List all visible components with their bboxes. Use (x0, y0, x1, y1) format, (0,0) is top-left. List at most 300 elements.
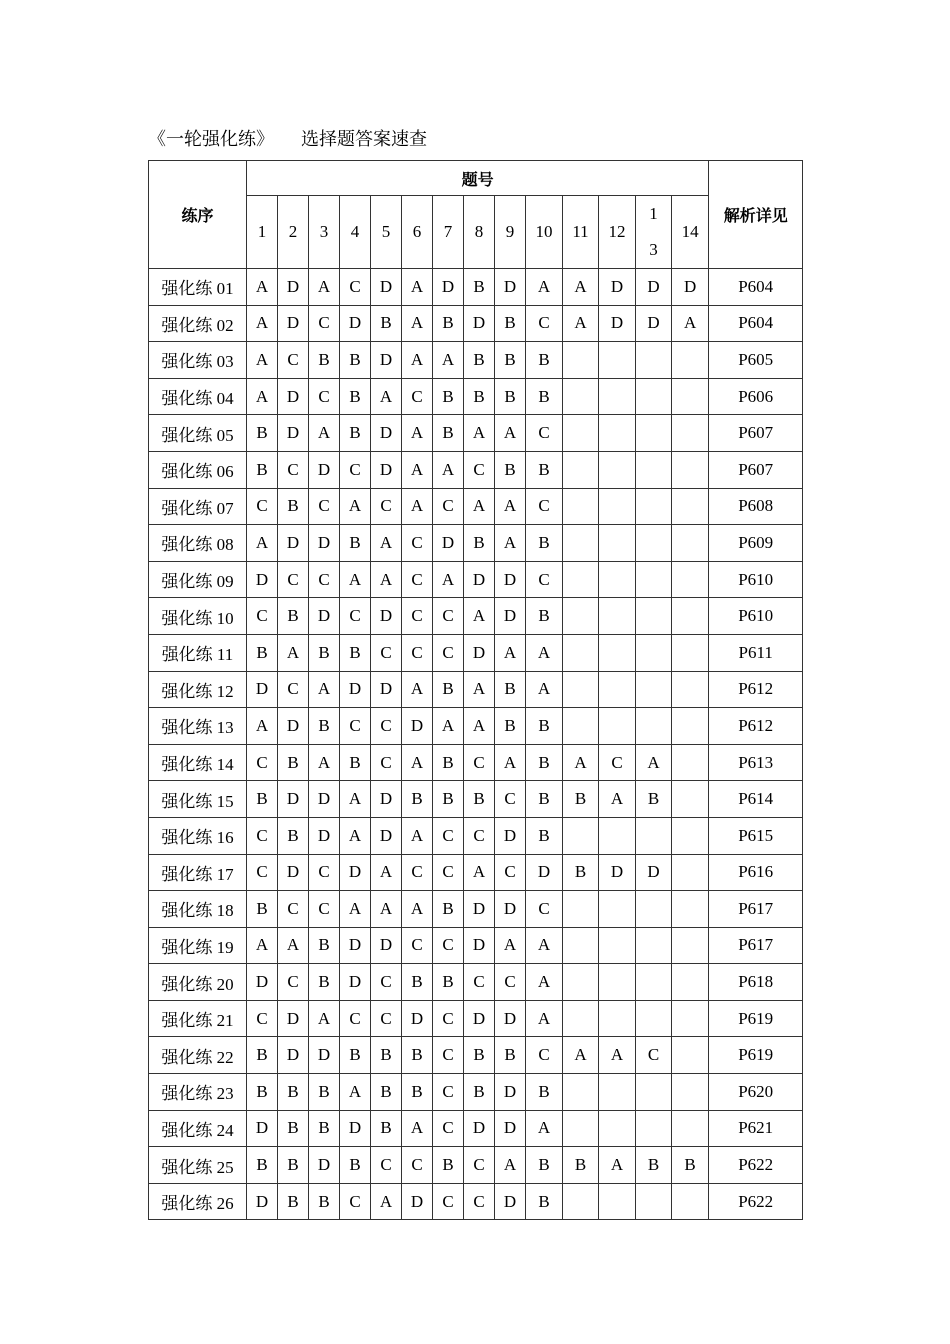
table-row (149, 817, 803, 854)
answer-cell: A (672, 305, 709, 342)
answer-cell: B (371, 305, 402, 342)
analysis-page: P612 (709, 708, 803, 745)
answer-cell: D (526, 854, 563, 891)
answer-cell: C (402, 561, 433, 598)
answer-cell: D (599, 305, 636, 342)
answer-cell (599, 561, 636, 598)
answer-cell: C (526, 415, 563, 452)
answer-cell (563, 964, 599, 1001)
table-row (149, 1147, 803, 1184)
answer-cell (672, 1183, 709, 1220)
answer-cell: C (278, 451, 309, 488)
table-row (149, 708, 803, 745)
answer-cell: B (526, 708, 563, 745)
answer-cell: A (464, 598, 495, 635)
header-sequence: 练序 (149, 161, 247, 269)
answer-cell: D (495, 1110, 526, 1147)
answer-cell: B (526, 342, 563, 379)
answer-cell: C (309, 561, 340, 598)
answer-cell (672, 781, 709, 818)
row-sequence: 强化练 11 (149, 634, 247, 671)
answer-cell (563, 634, 599, 671)
answer-cell: B (309, 1183, 340, 1220)
question-number-13: 1 3 (636, 196, 672, 269)
answer-cell: C (495, 854, 526, 891)
answer-cell: A (309, 1000, 340, 1037)
answer-cell (636, 525, 672, 562)
row-sequence: 强化练 13 (149, 708, 247, 745)
answer-cell (599, 488, 636, 525)
answer-cell: B (495, 305, 526, 342)
row-sequence: 强化练 23 (149, 1074, 247, 1111)
answer-cell: D (599, 269, 636, 306)
answer-cell: C (340, 1000, 371, 1037)
answer-cell: A (495, 488, 526, 525)
answer-cell: B (371, 1110, 402, 1147)
question-number-5: 5 (371, 196, 402, 269)
answer-cell: A (563, 1037, 599, 1074)
answer-cell: D (278, 305, 309, 342)
answer-cell: C (309, 305, 340, 342)
answer-cell: D (495, 817, 526, 854)
table-row (149, 561, 803, 598)
answer-cell: D (278, 1000, 309, 1037)
table-row (149, 598, 803, 635)
answer-cell: C (309, 378, 340, 415)
table-row (149, 1183, 803, 1220)
analysis-page: P622 (709, 1183, 803, 1220)
answer-cell: B (563, 854, 599, 891)
answer-cell: D (371, 817, 402, 854)
answer-cell (599, 964, 636, 1001)
answer-cell (672, 1037, 709, 1074)
answer-cell: A (563, 744, 599, 781)
answer-cell: B (402, 1074, 433, 1111)
answer-cell: D (340, 1110, 371, 1147)
question-number-7: 7 (433, 196, 464, 269)
header-question-number: 题号 (247, 161, 709, 196)
answer-cell (672, 525, 709, 562)
answer-cell: A (247, 342, 278, 379)
answer-cell (672, 1074, 709, 1111)
row-sequence: 强化练 25 (149, 1147, 247, 1184)
answer-cell: A (526, 1110, 563, 1147)
answer-cell: D (371, 671, 402, 708)
answer-cell: B (433, 671, 464, 708)
answer-cell: A (371, 854, 402, 891)
answer-cell: D (309, 1037, 340, 1074)
answer-cell: B (340, 634, 371, 671)
answer-cell: B (309, 927, 340, 964)
answer-cell: B (309, 1074, 340, 1111)
table-row (149, 1037, 803, 1074)
answer-cell (599, 1000, 636, 1037)
table-row (149, 854, 803, 891)
answer-cell (599, 817, 636, 854)
answer-cell: A (433, 342, 464, 379)
analysis-page: P620 (709, 1074, 803, 1111)
question-number-1: 1 (247, 196, 278, 269)
answer-cell: D (309, 1147, 340, 1184)
answer-cell: A (371, 1183, 402, 1220)
answer-cell: A (340, 817, 371, 854)
answer-cell (672, 817, 709, 854)
answer-cell: B (247, 1074, 278, 1111)
answer-cell: C (278, 671, 309, 708)
answer-cell: B (433, 891, 464, 928)
answer-cell: A (402, 451, 433, 488)
answer-cell: A (278, 927, 309, 964)
row-sequence: 强化练 26 (149, 1183, 247, 1220)
answer-cell: C (309, 488, 340, 525)
answer-cell: A (340, 781, 371, 818)
answer-cell: C (433, 1183, 464, 1220)
row-sequence: 强化练 16 (149, 817, 247, 854)
answer-cell: A (495, 525, 526, 562)
answer-cell: D (340, 927, 371, 964)
answer-cell: B (464, 342, 495, 379)
answer-cell (563, 1110, 599, 1147)
answer-cell: D (495, 891, 526, 928)
row-sequence: 强化练 07 (149, 488, 247, 525)
answer-cell: D (340, 854, 371, 891)
answer-cell: C (495, 964, 526, 1001)
answer-cell: B (636, 781, 672, 818)
table-row (149, 634, 803, 671)
answer-cell: D (340, 305, 371, 342)
answer-table (148, 160, 803, 1220)
analysis-page: P604 (709, 269, 803, 306)
answer-cell: A (636, 744, 672, 781)
answer-cell: D (495, 269, 526, 306)
row-sequence: 强化练 24 (149, 1110, 247, 1147)
question-number-9: 9 (495, 196, 526, 269)
answer-cell: C (599, 744, 636, 781)
answer-cell: A (340, 561, 371, 598)
answer-cell: A (402, 817, 433, 854)
answer-cell: A (563, 269, 599, 306)
answer-cell: A (309, 671, 340, 708)
answer-cell: A (278, 634, 309, 671)
answer-cell: C (495, 781, 526, 818)
answer-cell (563, 671, 599, 708)
answer-cell: C (371, 964, 402, 1001)
answer-cell: D (247, 1183, 278, 1220)
answer-cell: B (247, 1037, 278, 1074)
analysis-page: P607 (709, 415, 803, 452)
answer-cell: A (247, 927, 278, 964)
answer-cell: A (433, 708, 464, 745)
answer-cell (672, 598, 709, 635)
answer-cell: B (278, 744, 309, 781)
answer-cell: B (433, 964, 464, 1001)
answer-cell: C (247, 1000, 278, 1037)
row-sequence: 强化练 10 (149, 598, 247, 635)
answer-cell: A (371, 561, 402, 598)
answer-cell: A (309, 269, 340, 306)
question-number-10: 10 (526, 196, 563, 269)
answer-cell: B (464, 378, 495, 415)
answer-cell (563, 598, 599, 635)
answer-cell: A (402, 488, 433, 525)
answer-cell: A (464, 488, 495, 525)
row-sequence: 强化练 15 (149, 781, 247, 818)
answer-cell: C (247, 488, 278, 525)
answer-cell (599, 525, 636, 562)
table-row (149, 1074, 803, 1111)
answer-cell: C (433, 1074, 464, 1111)
analysis-page: P604 (709, 305, 803, 342)
answer-cell (672, 415, 709, 452)
answer-cell (563, 708, 599, 745)
question-number-12: 12 (599, 196, 636, 269)
analysis-page: P613 (709, 744, 803, 781)
analysis-page: P606 (709, 378, 803, 415)
answer-cell: B (563, 1147, 599, 1184)
analysis-page: P618 (709, 964, 803, 1001)
answer-cell: B (495, 451, 526, 488)
answer-cell: A (309, 415, 340, 452)
answer-cell (599, 415, 636, 452)
answer-cell: A (402, 1110, 433, 1147)
answer-cell (672, 671, 709, 708)
answer-cell: C (340, 1183, 371, 1220)
answer-cell: B (495, 671, 526, 708)
row-sequence: 强化练 22 (149, 1037, 247, 1074)
row-sequence: 强化练 14 (149, 744, 247, 781)
answer-cell (563, 817, 599, 854)
row-sequence: 强化练 21 (149, 1000, 247, 1037)
answer-cell: D (672, 269, 709, 306)
answer-cell: C (340, 451, 371, 488)
answer-cell: D (495, 598, 526, 635)
answer-cell: B (464, 269, 495, 306)
answer-cell: B (309, 342, 340, 379)
table-row (149, 1110, 803, 1147)
answer-cell: B (340, 1147, 371, 1184)
answer-cell: A (599, 781, 636, 818)
answer-cell: A (526, 1000, 563, 1037)
answer-cell: C (433, 927, 464, 964)
question-number-3: 3 (309, 196, 340, 269)
table-row (149, 671, 803, 708)
answer-cell: B (526, 598, 563, 635)
answer-cell: B (495, 342, 526, 379)
answer-cell: C (464, 817, 495, 854)
question-number-14: 14 (672, 196, 709, 269)
answer-cell (563, 378, 599, 415)
answer-cell: C (371, 1147, 402, 1184)
answer-cell (599, 708, 636, 745)
answer-cell: B (309, 634, 340, 671)
answer-cell: A (402, 744, 433, 781)
answer-cell (672, 634, 709, 671)
answer-cell: D (402, 708, 433, 745)
answer-cell: A (247, 378, 278, 415)
answer-cell (636, 927, 672, 964)
answer-cell (563, 1074, 599, 1111)
table-row (149, 525, 803, 562)
answer-cell: D (278, 708, 309, 745)
answer-cell: D (309, 451, 340, 488)
answer-cell: A (599, 1037, 636, 1074)
answer-cell: C (371, 1000, 402, 1037)
answer-cell: A (433, 451, 464, 488)
answer-cell: B (433, 1147, 464, 1184)
answer-cell: D (433, 525, 464, 562)
answer-cell (599, 1183, 636, 1220)
answer-cell: C (526, 1037, 563, 1074)
answer-cell: D (464, 305, 495, 342)
answer-cell: C (371, 488, 402, 525)
answer-cell: D (340, 964, 371, 1001)
answer-cell: B (247, 415, 278, 452)
answer-cell: C (340, 269, 371, 306)
answer-cell: C (464, 1147, 495, 1184)
answer-cell: C (402, 378, 433, 415)
question-number-8: 8 (464, 196, 495, 269)
answer-cell (672, 927, 709, 964)
analysis-page: P621 (709, 1110, 803, 1147)
answer-cell: B (526, 1074, 563, 1111)
answer-cell: D (371, 415, 402, 452)
answer-cell: C (526, 561, 563, 598)
answer-cell (636, 561, 672, 598)
answer-cell: D (464, 561, 495, 598)
answer-cell: D (278, 525, 309, 562)
row-sequence: 强化练 03 (149, 342, 247, 379)
answer-cell (672, 708, 709, 745)
answer-cell (636, 1183, 672, 1220)
header-analysis: 解析详见 (709, 161, 803, 269)
answer-cell: B (340, 415, 371, 452)
answer-cell: B (526, 525, 563, 562)
analysis-page: P611 (709, 634, 803, 671)
answer-cell: C (433, 854, 464, 891)
row-sequence: 强化练 18 (149, 891, 247, 928)
table-row (149, 488, 803, 525)
answer-cell: D (402, 1183, 433, 1220)
answer-cell: C (464, 744, 495, 781)
table-row (149, 927, 803, 964)
answer-cell (599, 451, 636, 488)
answer-cell: D (636, 269, 672, 306)
answer-cell: B (464, 1037, 495, 1074)
answer-cell: D (433, 269, 464, 306)
answer-cell: A (495, 1147, 526, 1184)
answer-cell: A (495, 415, 526, 452)
answer-cell: C (309, 891, 340, 928)
answer-cell: D (278, 378, 309, 415)
answer-cell (636, 964, 672, 1001)
answer-cell: D (402, 1000, 433, 1037)
table-row (149, 964, 803, 1001)
answer-cell (636, 488, 672, 525)
answer-cell (563, 1183, 599, 1220)
answer-cell: A (402, 891, 433, 928)
answer-cell: D (636, 305, 672, 342)
answer-cell (672, 891, 709, 928)
answer-cell: C (402, 927, 433, 964)
analysis-page: P615 (709, 817, 803, 854)
row-sequence: 强化练 20 (149, 964, 247, 1001)
answer-cell (599, 1074, 636, 1111)
answer-cell: B (247, 1147, 278, 1184)
answer-cell: C (402, 854, 433, 891)
answer-cell: B (402, 964, 433, 1001)
answer-cell: D (278, 781, 309, 818)
table-row (149, 891, 803, 928)
answer-cell: D (278, 1037, 309, 1074)
answer-cell: A (526, 964, 563, 1001)
answer-cell: B (278, 1110, 309, 1147)
answer-cell (636, 378, 672, 415)
answer-cell: D (247, 671, 278, 708)
answer-cell: B (464, 781, 495, 818)
answer-cell (599, 671, 636, 708)
answer-cell: C (433, 817, 464, 854)
answer-cell (599, 1110, 636, 1147)
answer-cell: D (309, 817, 340, 854)
answer-cell: C (340, 598, 371, 635)
answer-cell: A (402, 671, 433, 708)
answer-cell: D (371, 451, 402, 488)
answer-cell (636, 671, 672, 708)
document-title: 《一轮强化练》 选择题答案速查 (148, 129, 427, 149)
answer-cell (636, 817, 672, 854)
table-row (149, 269, 803, 306)
table-row (149, 1000, 803, 1037)
answer-cell: B (433, 378, 464, 415)
answer-cell: B (464, 525, 495, 562)
answer-cell: A (464, 671, 495, 708)
answer-cell: C (433, 1000, 464, 1037)
answer-cell: D (599, 854, 636, 891)
row-sequence: 强化练 05 (149, 415, 247, 452)
answer-cell: C (433, 1110, 464, 1147)
answer-cell: C (247, 854, 278, 891)
answer-cell (672, 854, 709, 891)
answer-cell: D (495, 1000, 526, 1037)
answer-cell (636, 1110, 672, 1147)
answer-cell: C (526, 305, 563, 342)
answer-cell (636, 634, 672, 671)
row-sequence: 强化练 08 (149, 525, 247, 562)
answer-cell: C (278, 964, 309, 1001)
answer-cell (636, 708, 672, 745)
answer-cell (672, 964, 709, 1001)
answer-cell: D (636, 854, 672, 891)
answer-cell: B (526, 378, 563, 415)
table-row (149, 781, 803, 818)
answer-cell (599, 378, 636, 415)
answer-cell: B (247, 781, 278, 818)
answer-cell: D (464, 1110, 495, 1147)
answer-cell: B (340, 744, 371, 781)
answer-cell: D (495, 1183, 526, 1220)
answer-cell: D (464, 891, 495, 928)
answer-cell: A (495, 634, 526, 671)
answer-cell (563, 561, 599, 598)
answer-cell (636, 598, 672, 635)
answer-cell: B (278, 817, 309, 854)
analysis-page: P612 (709, 671, 803, 708)
answer-cell: D (371, 269, 402, 306)
answer-cell: C (464, 451, 495, 488)
answer-cell: A (371, 525, 402, 562)
answer-cell: A (340, 1074, 371, 1111)
answer-cell: C (464, 1183, 495, 1220)
